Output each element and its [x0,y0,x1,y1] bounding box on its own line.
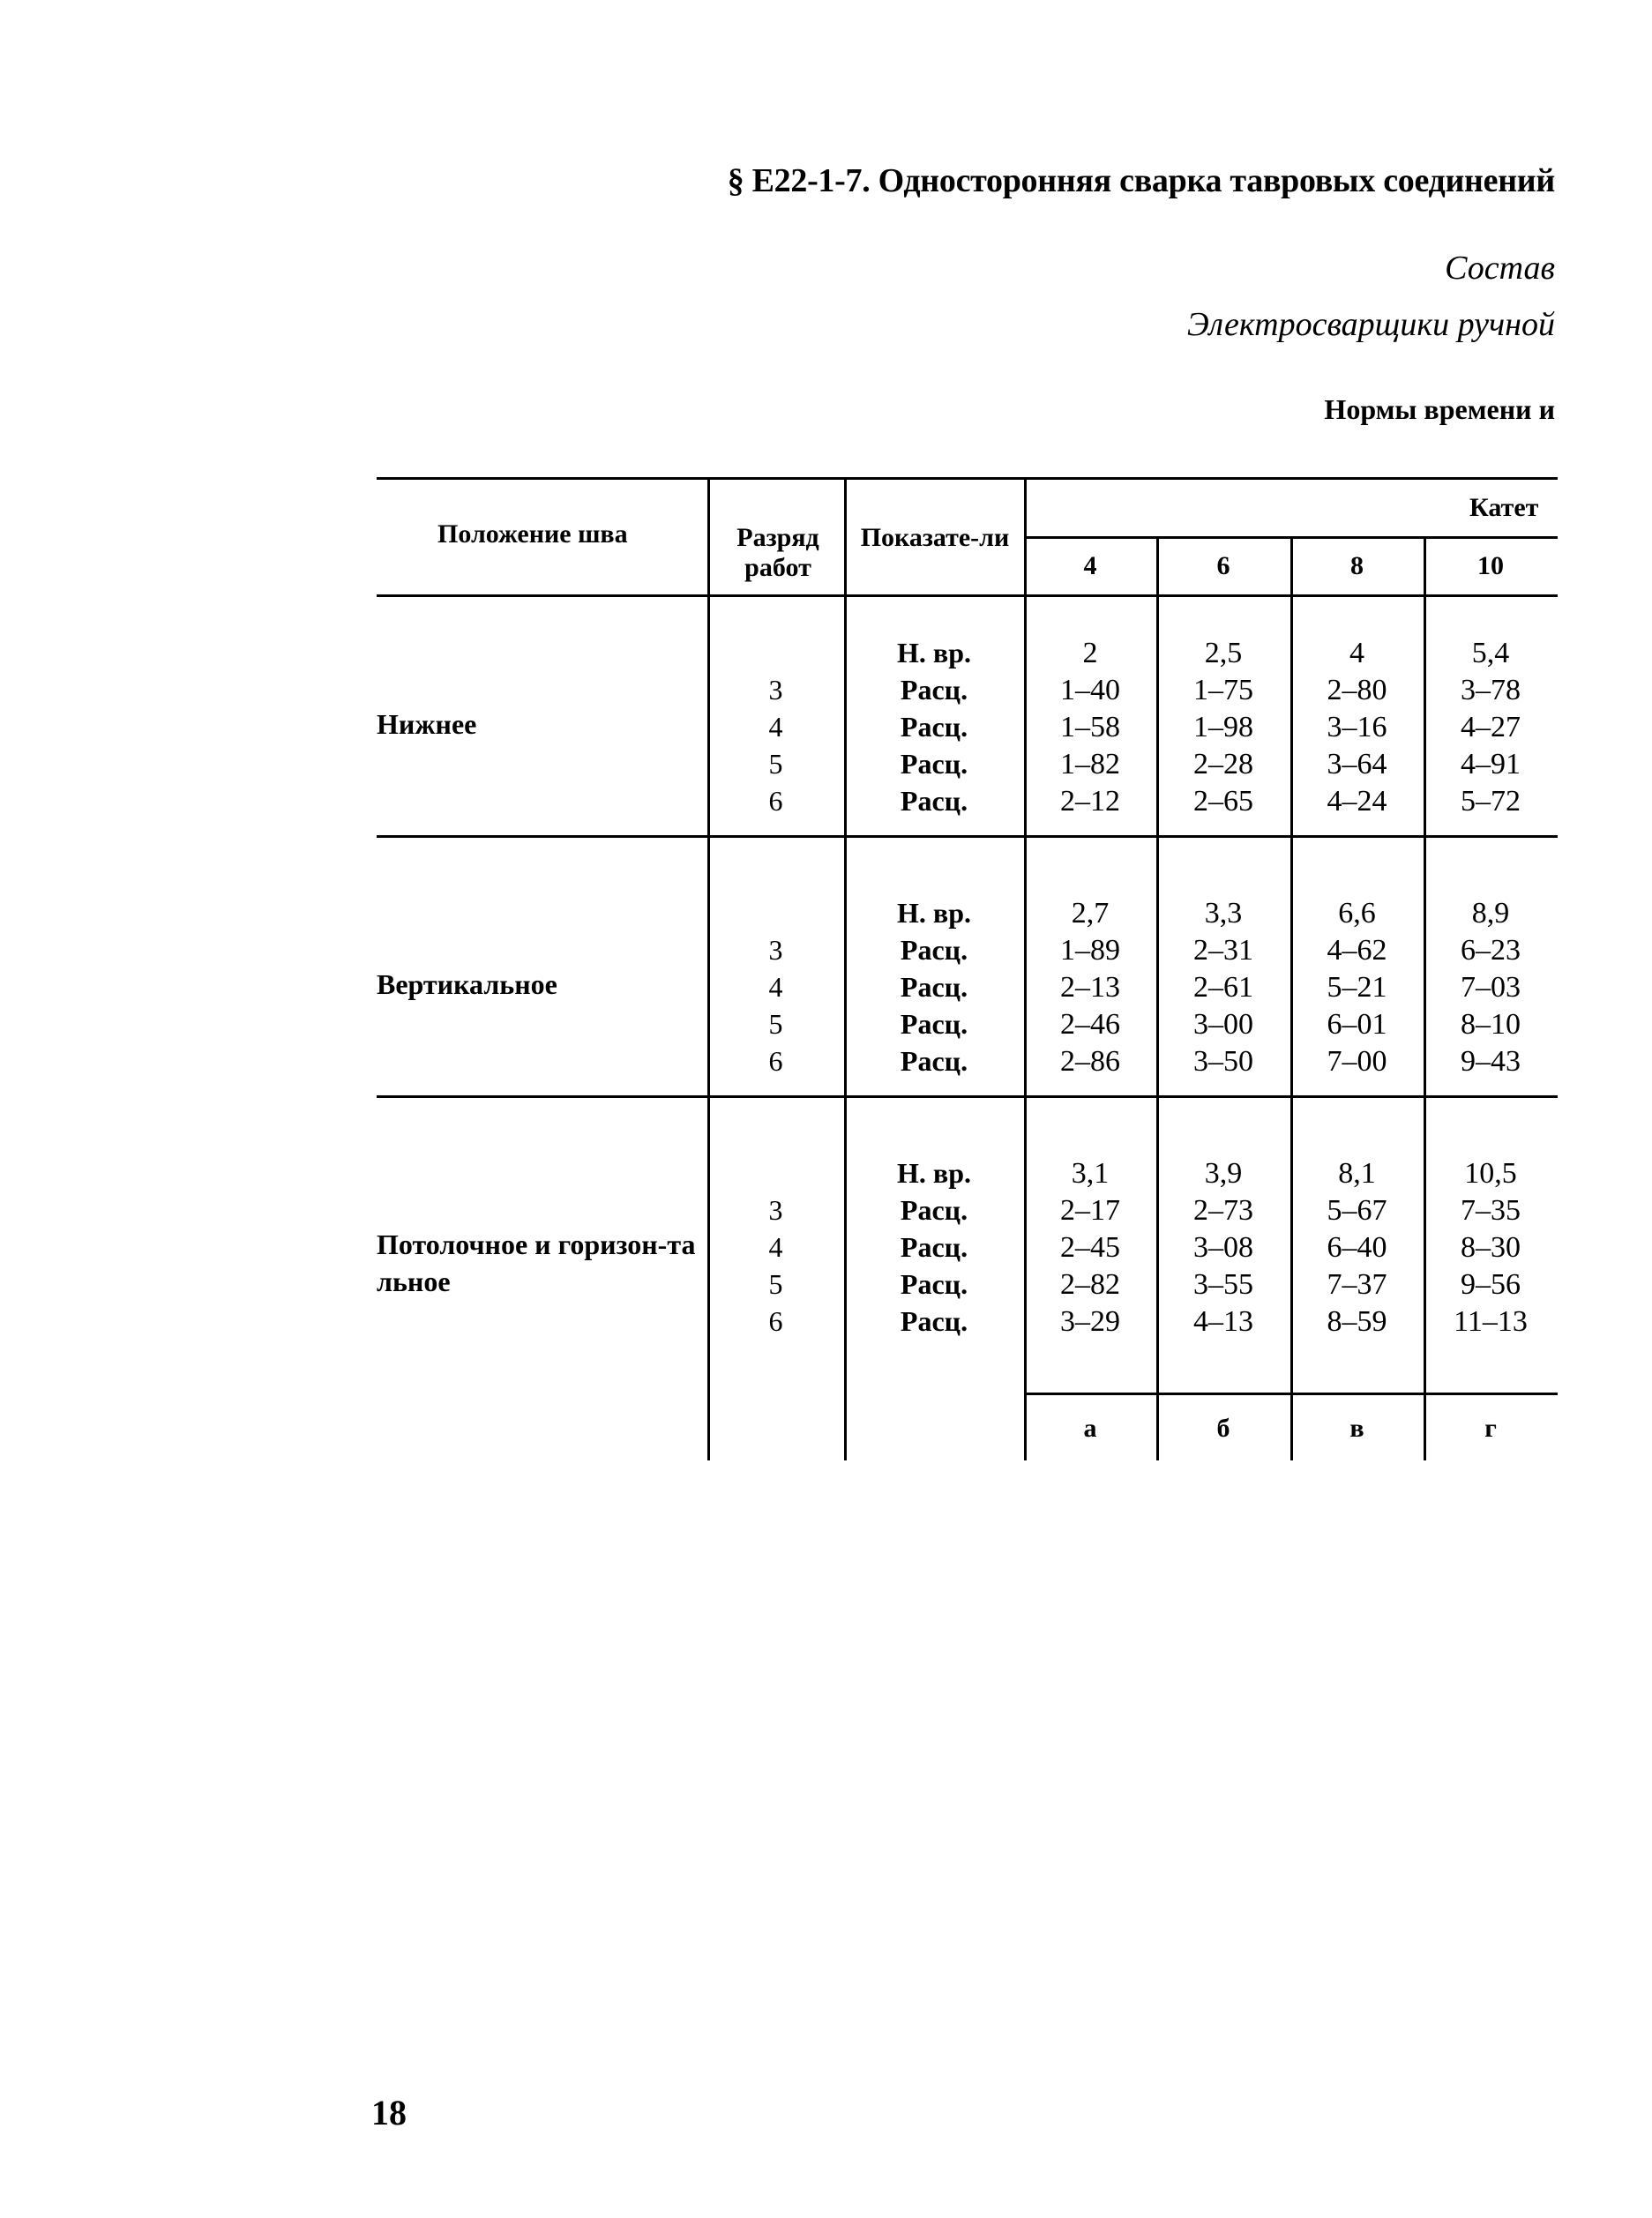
subtitle-composition: Состав [1445,250,1555,287]
value-cell: 8,9 [1471,897,1510,930]
norms-title: Нормы времени и [1324,393,1555,425]
column-letter: б [1216,1414,1230,1443]
grade-cell: 3 [768,674,783,706]
value-cell: 2–46 [1060,1008,1120,1041]
grade-cell: 3 [768,1194,783,1226]
indicator-cell: Расц. [900,1305,968,1337]
header-position: Положение шва [437,519,628,549]
value-cell: 7–35 [1461,1194,1521,1227]
grade-cell: 5 [768,1268,783,1300]
column-letter: а [1083,1414,1097,1443]
indicator-cell: Расц. [900,674,968,706]
header-indicators: Показате-ли [860,523,1010,552]
value-cell: 2,5 [1204,637,1243,669]
value-cell: 5,4 [1471,637,1510,669]
table-top-rule [377,477,1558,480]
grade-cell: 4 [768,711,783,743]
value-cell: 4–13 [1193,1305,1253,1338]
value-cell: 10,5 [1464,1157,1517,1190]
indicator-cell: Расц. [900,1008,968,1040]
column-letter: в [1349,1414,1364,1443]
value-cell: 3–29 [1060,1305,1120,1338]
value-cell: 7–03 [1461,971,1521,1004]
value-cell: 5–67 [1327,1194,1387,1227]
indicator-cell: Расц. [900,1045,968,1077]
value-cell: 4–91 [1461,748,1521,780]
value-cell: 1–98 [1193,711,1253,743]
value-cell: 8,1 [1338,1157,1376,1190]
value-cell: 6–23 [1461,934,1521,967]
value-cell: 8–10 [1461,1008,1521,1041]
indicator-cell: Расц. [900,971,968,1003]
value-cell: 3–64 [1327,748,1387,780]
value-cell: 2–31 [1193,934,1253,967]
grade-cell: 4 [768,971,783,1003]
value-cell: 3–78 [1461,674,1521,706]
value-cell: 3–16 [1327,711,1387,743]
indicator-cell: Н. вр. [897,897,971,929]
value-cell: 4–62 [1327,934,1387,967]
page-number: 18 [371,2093,407,2132]
group-divider-1 [377,835,1558,838]
value-cell: 3–08 [1193,1231,1253,1264]
section-heading: § Е22-1-7. Односторонняя сварка тавровых соединений [727,162,1555,199]
header-katet: Катет [1469,493,1539,522]
indicator-cell: Н. вр. [897,1157,971,1189]
value-cell: 6,6 [1338,897,1376,930]
value-cell: 4–24 [1327,785,1387,818]
value-cell: 3,3 [1204,897,1243,930]
value-cell: 2–12 [1060,785,1120,818]
group-position-label: Вертикальное [377,968,557,1000]
value-cell: 2–80 [1327,674,1387,706]
grade-cell: 5 [768,1008,783,1040]
value-cell: 4 [1349,637,1364,669]
value-cell: 8–30 [1461,1231,1521,1264]
grade-cell: 6 [768,1045,783,1077]
value-cell: 9–43 [1461,1045,1521,1078]
value-cell: 1–58 [1060,711,1120,743]
value-cell: 3–50 [1193,1045,1253,1078]
value-cell: 2–61 [1193,971,1253,1004]
column-letter: г [1484,1414,1497,1443]
group-position-label: Нижнее [377,708,477,740]
value-cell: 2 [1082,637,1098,669]
value-cell: 7–00 [1327,1045,1387,1078]
value-cell: 2–17 [1060,1194,1120,1227]
header-grade: Разряд работ [736,523,819,582]
value-cell: 2–82 [1060,1268,1120,1301]
value-cell: 2–65 [1193,785,1253,818]
value-cell: 2–86 [1060,1045,1120,1078]
katet-size-header: 8 [1350,551,1364,580]
grade-cell: 4 [768,1231,783,1263]
group-position-label: Потолочное и горизон-тальное [377,1228,696,1297]
value-cell: 1–82 [1060,748,1120,780]
value-cell: 1–75 [1193,674,1253,706]
grade-cell: 6 [768,785,783,817]
value-cell: 11–13 [1454,1305,1528,1338]
norms-table [377,477,1558,1460]
value-cell: 2–13 [1060,971,1120,1004]
indicator-cell: Н. вр. [897,637,971,668]
indicator-cell: Расц. [900,1268,968,1300]
value-cell: 9–56 [1461,1268,1521,1301]
group-divider-2 [377,1095,1558,1098]
value-cell: 8–59 [1327,1305,1387,1338]
value-cell: 5–72 [1461,785,1521,818]
indicator-cell: Расц. [900,1231,968,1263]
value-cell: 2–45 [1060,1231,1120,1264]
value-cell: 3–00 [1193,1008,1253,1041]
indicator-cell: Расц. [900,785,968,817]
value-cell: 2–73 [1193,1194,1253,1227]
value-cell: 6–40 [1327,1231,1387,1264]
value-cell: 3,1 [1071,1157,1110,1190]
indicator-cell: Расц. [900,748,968,780]
value-cell: 4–27 [1461,711,1521,743]
indicator-cell: Расц. [900,1194,968,1226]
value-cell: 6–01 [1327,1008,1387,1041]
subtitle-welders: Электросварщики ручной [1186,306,1555,343]
value-cell: 5–21 [1327,971,1387,1004]
indicator-cell: Расц. [900,934,968,966]
grade-cell: 5 [768,748,783,780]
value-cell: 7–37 [1327,1268,1387,1301]
katet-size-header: 10 [1477,551,1504,580]
value-cell: 2–28 [1193,748,1253,780]
value-cell: 2,7 [1071,897,1110,930]
header-bottom-rule [377,594,1558,597]
katet-size-header: 4 [1083,551,1097,580]
value-cell: 3,9 [1204,1157,1243,1190]
grade-cell: 3 [768,934,783,966]
value-cell: 1–89 [1060,934,1120,967]
value-cell: 1–40 [1060,674,1120,706]
grade-cell: 6 [768,1305,783,1337]
value-cell: 3–55 [1193,1268,1253,1301]
indicator-cell: Расц. [900,711,968,743]
katet-size-header: 6 [1216,551,1230,580]
